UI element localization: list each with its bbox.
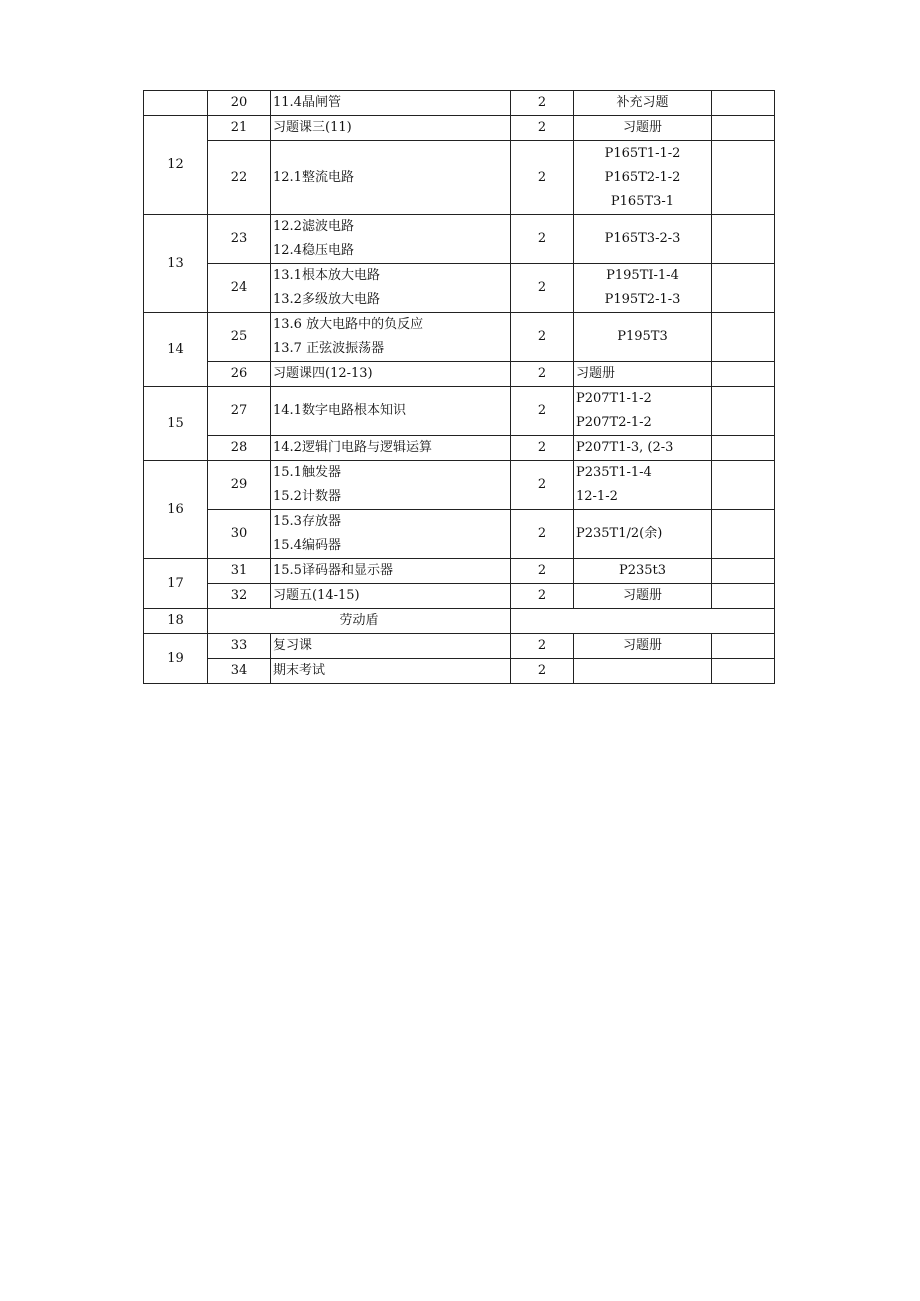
lesson-number: 25 [208,313,271,362]
homework-line: P235T1/2(余) [576,526,663,541]
hours-cell: 2 [511,91,574,116]
topic-cell [271,362,511,387]
homework-cell [574,436,712,461]
topic-line: 习题课三(11) [273,120,352,135]
topic-cell [271,264,511,313]
lesson-number: 34 [208,659,271,684]
homework-line: P165T3-1 [610,193,675,209]
homework-line: P207T2-1-2 [576,415,652,430]
remarks-cell [712,510,775,559]
table-row [144,141,775,215]
remarks-cell [712,91,775,116]
topic-line: 13.7 正弦波振荡器 [273,341,385,356]
topic-line: 习题五(14-15) [273,588,360,603]
week-cell: 15 [144,387,208,461]
lesson-number: 31 [208,559,271,584]
hours-cell: 2 [511,436,574,461]
homework-line: 习题册 [576,366,616,381]
table-row [144,362,775,387]
topic-line: 12.4稳压电路 [273,243,354,258]
table-row [144,510,775,559]
table-row [144,659,775,684]
homework-cell [574,584,712,609]
week-cell [144,91,208,116]
homework-cell [574,510,712,559]
schedule-table [143,90,775,684]
hours-cell: 2 [511,387,574,436]
remarks-cell [712,634,775,659]
topic-line: 12.1整流电路 [273,169,354,185]
hours-cell: 2 [511,634,574,659]
lesson-number: 24 [208,264,271,313]
lesson-number: 26 [208,362,271,387]
topic-cell [271,659,511,684]
homework-cell [574,387,712,436]
topic-line: 13.2多级放大电路 [273,292,380,307]
hours-cell: 2 [511,215,574,264]
homework-line: P165T1-1-2 [604,145,681,161]
topic-line: 14.1数字电路根本知识 [273,403,406,418]
topic-line: 14.2逻辑门电路与逻辑运算 [273,440,432,455]
homework-line: P165T3-2-3 [604,231,681,246]
homework-line: 习题册 [622,120,662,135]
topic-cell [271,313,511,362]
lesson-number: 29 [208,461,271,510]
lesson-number: 21 [208,116,271,141]
lesson-number: 28 [208,436,271,461]
remarks-cell [712,141,775,215]
week-cell: 12 [144,116,208,215]
topic-cell [271,215,511,264]
homework-line: P207T1-3, (2-3 [576,440,674,455]
hours-cell: 2 [511,659,574,684]
remarks-cell [712,362,775,387]
table-row [144,215,775,264]
topic-cell [271,387,511,436]
remarks-cell [712,559,775,584]
topic-cell [271,116,511,141]
homework-cell [574,559,712,584]
homework-cell [574,634,712,659]
topic-line: 15.4编码器 [273,538,341,553]
remarks-cell [712,387,775,436]
homework-line: P165T2-1-2 [604,169,681,185]
remarks-cell [712,584,775,609]
hours-cell: 2 [511,116,574,141]
homework-cell [574,313,712,362]
topic-line: 期末考试 [273,663,326,678]
hours-cell: 2 [511,584,574,609]
homework-cell [574,461,712,510]
topic-cell [271,584,511,609]
week-cell: 13 [144,215,208,313]
week-cell: 14 [144,313,208,387]
homework-line: 习题册 [622,638,662,653]
lesson-number: 20 [208,91,271,116]
table-row [144,436,775,461]
table-row [144,387,775,436]
topic-cell [271,559,511,584]
topic-line: 15.5译码器和显示器 [273,563,393,578]
hours-cell: 2 [511,313,574,362]
table-row [144,313,775,362]
hours-cell: 2 [511,461,574,510]
homework-line: 习题册 [622,588,662,603]
table-row [144,91,775,116]
homework-line: P195TI-1-4 [606,268,679,283]
lesson-number: 27 [208,387,271,436]
homework-line: P207T1-1-2 [576,391,652,406]
lesson-number: 32 [208,584,271,609]
topic-line: 12.2滤波电路 [273,219,354,234]
topic-cell [271,634,511,659]
topic-cell [271,91,511,116]
table-row [144,584,775,609]
hours-cell: 2 [511,264,574,313]
homework-cell [574,116,712,141]
topic-line: 15.2计数器 [273,489,341,504]
homework-cell [574,264,712,313]
remarks-cell [712,264,775,313]
table-row [144,634,775,659]
lesson-number: 33 [208,634,271,659]
week-cell: 18 [144,609,208,634]
lesson-number: 30 [208,510,271,559]
homework-cell [574,215,712,264]
table-row [144,264,775,313]
week-cell: 17 [144,559,208,609]
table-row [144,116,775,141]
hours-cell: 2 [511,559,574,584]
topic-line: 复习课 [273,638,313,653]
topic-cell [271,461,511,510]
table-row [144,559,775,584]
hours-cell: 2 [511,362,574,387]
remarks-cell [712,436,775,461]
lesson-number: 22 [208,141,271,215]
labor-holiday-cell: 劳动盾 [208,609,511,634]
homework-line: P195T2-1-3 [604,292,681,307]
topic-line: 15.3存放器 [273,514,341,529]
homework-cell [574,91,712,116]
table-row [144,461,775,510]
topic-line: 11.4晶闸管 [273,95,341,110]
topic-cell [271,141,511,215]
week-cell: 16 [144,461,208,559]
homework-line: 12-1-2 [576,489,618,504]
lesson-number: 23 [208,215,271,264]
homework-cell [574,362,712,387]
week-cell: 19 [144,634,208,684]
hours-cell: 2 [511,141,574,215]
topic-line: 习题课四(12-13) [273,366,373,381]
hours-cell: 2 [511,510,574,559]
table-row [144,609,775,634]
remarks-cell [712,659,775,684]
homework-line: 补充习题 [616,95,669,110]
topic-line: 13.1根本放大电路 [273,268,380,283]
homework-line: P235t3 [618,563,667,578]
homework-cell [574,141,712,215]
remarks-cell [712,461,775,510]
remarks-cell [712,215,775,264]
topic-cell [271,510,511,559]
empty-cell [511,609,775,634]
topic-line: 15.1触发器 [273,465,341,480]
remarks-cell [712,116,775,141]
homework-line: P235T1-1-4 [576,465,652,480]
topic-line: 13.6 放大电路中的负反应 [273,317,424,332]
homework-line: P195T3 [617,329,668,344]
remarks-cell [712,313,775,362]
homework-cell [574,659,712,684]
topic-cell [271,436,511,461]
